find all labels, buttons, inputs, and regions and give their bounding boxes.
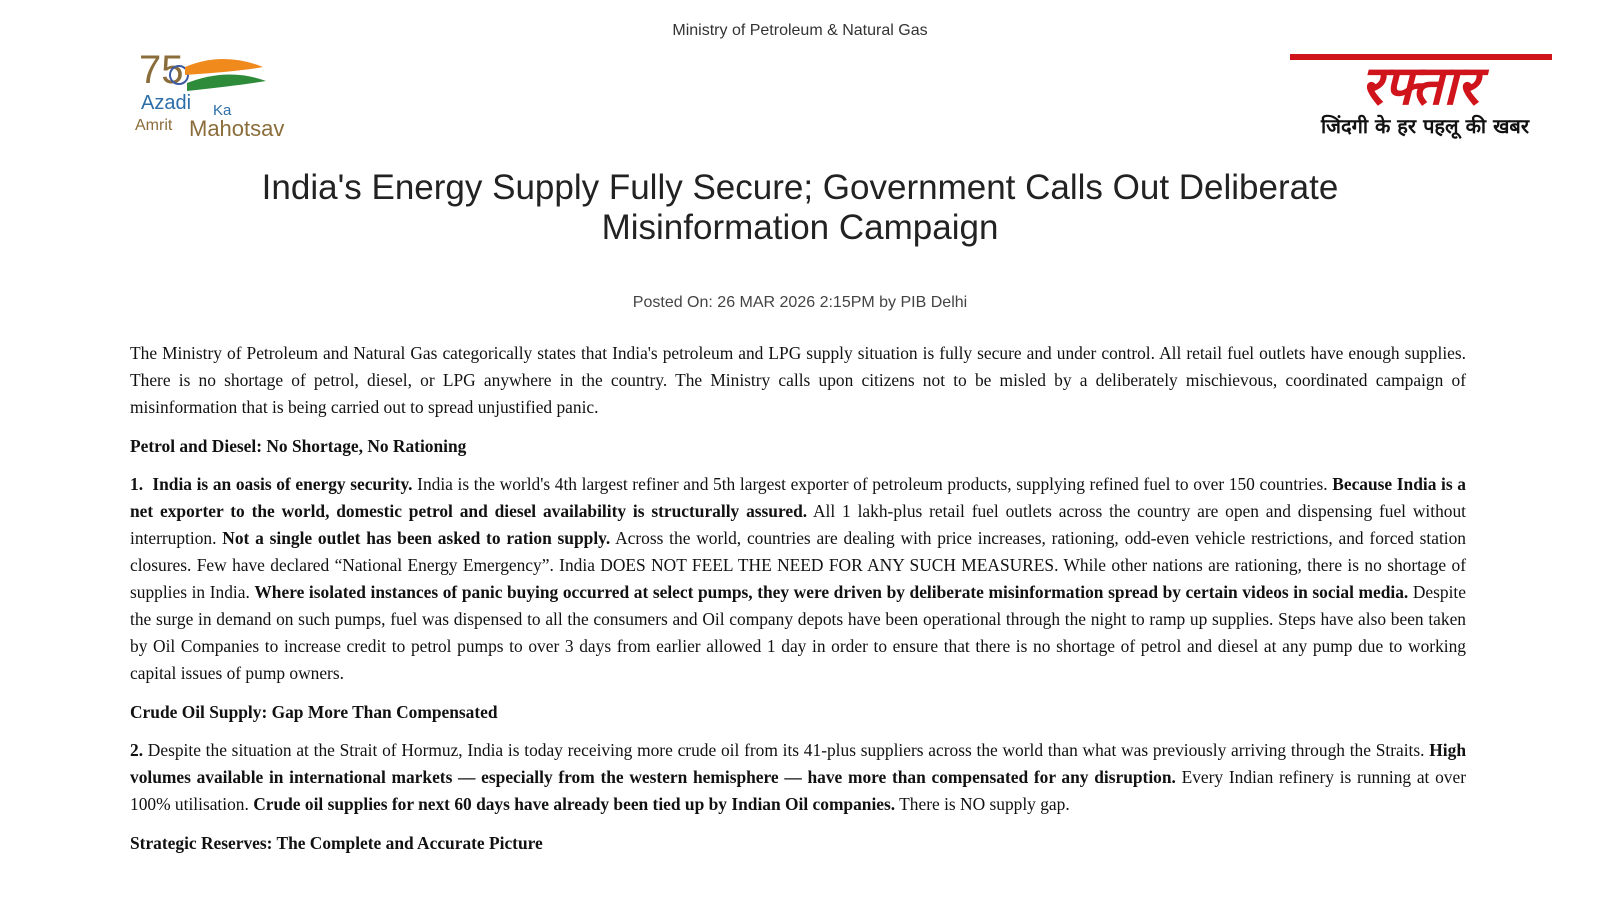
- paragraph-1: [130, 471, 1466, 687]
- p1-text-3: Across the world, countries are dealing with price increases, rationing, odd-even vehicle restrictions, and forced station closures. Few have declared “National Energy Emergency”. India DOES NOT FEEL THE NEED FOR ANY SUCH MEASURES. While other nations are rationing, there is no shortage of supplies in India.: [130, 528, 1467, 602]
- logo-amrit: Amrit: [135, 117, 173, 134]
- ministry-name: Ministry of Petroleum & Natural Gas: [672, 22, 928, 39]
- p2-text-2: Every Indian refinery is running at over 100% utilisation.: [130, 767, 1467, 814]
- green-stripe: [187, 74, 266, 91]
- p1-text-4: Despite the surge in demand on such pumps, fuel was dispensed to all the consumers and Oil company depots have been operational through the night to ramp up supplies. Steps have also been taken by Oil Companies to increase credit to petrol pumps to over 3 days from earlier allowed 1 day in order to ensure that there is no shortage of petrol and diesel at any pump due to working capital issues of pump owners.: [130, 582, 1466, 683]
- p2-text-3: There is NO supply gap.: [895, 794, 1070, 814]
- brand-tagline: जिंदगी के हर पहलू की खबर: [1320, 114, 1530, 138]
- p1-bold-3: Not a single outlet has been asked to ration supply.: [222, 528, 611, 548]
- logo-ka: Ka: [213, 102, 232, 119]
- p1-text-1: India is the world's 4th largest refiner and 5th largest exporter of petroleum products, supplying refined fuel to over 150 countries.: [412, 474, 1333, 494]
- p2-text-1: Despite the situation at the Strait of Hormuz, India is today receiving more crude oil from its 41-plus suppliers across the world than what was previously arriving through the Straits.: [143, 740, 1430, 760]
- logo-number: 75: [139, 48, 184, 92]
- title-line-1: India's Energy Supply Fully Secure; Government Calls Out Deliberate: [261, 168, 1339, 207]
- intro-paragraph: The Ministry of Petroleum and Natural Gas categorically states that India's petroleum and LPG supply situation is fully secure and under control. All retail fuel outlets have enough supplies. There is no shortage of petrol, diesel, or LPG anywhere in the country. The Ministry calls upon citizens not to be misled by a deliberately mischievous, coordinated campaign of misinformation that is being carried out to spread unjustified panic.: [130, 343, 1466, 417]
- section-heading-crude-oil: Crude Oil Supply: Gap More Than Compensated: [130, 702, 498, 722]
- p2-bold-1: High volumes available in international markets — especially from the western hemisphere — have more than compensated for any disruption.: [130, 740, 1466, 787]
- p1-bold-4: Where isolated instances of panic buying occurred at select pumps, they were driven by deliberate misinformation spread by certain videos in social media.: [254, 582, 1409, 602]
- page-title: [200, 168, 1400, 248]
- azadi-ka-amrit-mahotsav-logo: [133, 45, 308, 145]
- section-heading-strategic-reserves: Strategic Reserves: The Complete and Accurate Picture: [130, 833, 543, 853]
- paragraph-2: [130, 737, 1466, 818]
- section-heading-petrol-diesel: Petrol and Diesel: No Shortage, No Rationing: [130, 436, 467, 456]
- title-line-2: Misinformation Campaign: [601, 208, 999, 247]
- logo-azadi: Azadi: [141, 92, 192, 114]
- p2-number: 2.: [130, 740, 144, 760]
- saffron-stripe: [185, 59, 263, 75]
- p1-bold-1: India is an oasis of energy security.: [152, 474, 413, 494]
- article-body: [130, 340, 1466, 868]
- brand-wordmark: रफ्तार: [1360, 54, 1480, 117]
- p2-bold-2: Crude oil supplies for next 60 days have already been tied up by Indian Oil companies.: [253, 794, 896, 814]
- logo-mahotsav: Mahotsav: [189, 116, 285, 141]
- p1-text-2: All 1 lakh-plus retail fuel outlets across the country are open and dispensing fuel without interruption.: [130, 501, 1466, 548]
- p1-number: 1.: [130, 474, 144, 494]
- p1-bold-2: Because India is a net exporter to the world, domestic petrol and diesel availability is structurally assured.: [130, 474, 1466, 521]
- posted-date: Posted On: 26 MAR 2026 2:15PM by PIB Delhi: [632, 294, 968, 311]
